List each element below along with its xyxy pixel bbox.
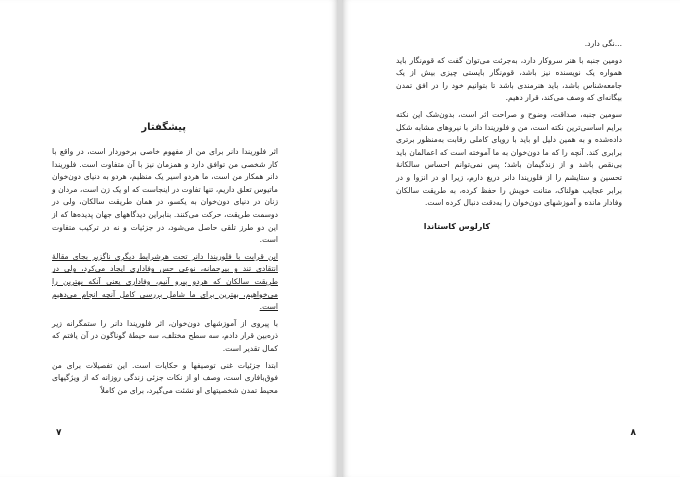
paragraph: سومین جنبه، صداقت، وضوح و صراحت اثر است، بدون‌شک این نکته برایم اساسی‌ترین نکته است، من و فلوریندا دانر با نیروهای مشابه شکل داده‌شده و به همین دلیل او باید با رویای کاملی رقابت به‌منظور برتری برابری کند. آنچه را که ما دون‌خوان به ما آموخته است که اعمالمان باید بی‌نقص باشد و از زندگیمان باشد؛ پس نمی‌توانم احساس سالکانهٔ تحسین و ستایشم را از فلوریندا دانر دریغ دارم، زیرا او در انزوا و در برابر عجایب هولناک، متانت خویش را حفظ کرده، به طریقت سالکان وفادار مانده و آموزشهای دون‌خوان را به‌دقت دنبال کرده است.: [396, 109, 622, 208]
page-heading: پیشگفتار: [141, 122, 186, 133]
left-page: [0, 0, 338, 477]
author-signature: کارلوس کاستاندا: [423, 222, 490, 231]
paragraph: دومین جنبه با هنر سروکار دارد، به‌جرئت می‌توان گفت که قوم‌نگار باید همواره یک نویسنده نیز باشد، قوم‌نگار بایستی چیزی بیش از یک جامعه‌شناس باشد، باید هنرمندی باشد تا بتوانیم خود را در افق تمدن بیگانه‌ای که وصف می‌کند، قرار دهیم.: [396, 55, 622, 103]
paragraph: ...نگی دارد.: [584, 39, 622, 48]
right-page: [342, 0, 680, 477]
left-page-body: [52, 146, 278, 401]
paragraph: با پیروی از آموزشهای دون‌خوان، اثر فلوریندا دانر را ستمگرانه زیر ذره‌بین قرار دادم، سه سطح مختلف، سه حیطهٔ گوناگون در آن یافتم که کمال تقدیر است.: [52, 318, 278, 353]
right-page-body: [396, 38, 622, 214]
paragraph: اثر فلوریندا دانر برای من از مفهوم خاصی برخوردار است، در واقع با کار شخصی من توافق دارد و همزمان نیز با آن متفاوت است. فلوریندا دانر همکار من است، ما هردو اسیر یک منظیم، هردو به دنیای دون‌خوان ماتیوس تعلق داریم، تنها تفاوت در اینجاست که او یک زن است، مردان و زنان در دنیای دون‌خوان به یکسو، در همان طریقت سالکان، ولی در دوسمت طریقت، حرکت می‌کنند. بنابراین دیدگاههای جهان پدیده‌ها که از این دو طرز تلقی حاصل می‌شود، در جزئیات و نه در ترکیب متفاوت است.: [52, 147, 278, 245]
paragraph: این قرابت با فلوریندا دانر تحت هرشرایط دیگری ناگزیر بجای مقالهٔ انتقادی تند و بیرحمانه، نوعی حس وفاداری ایجاد می‌کرد، ولی در طریقت سالکان که هردو پیرو آنیم، وفاداری یعنی آنکه بهترین را می‌خواهیم، بهترین برای ما شامل بررسی کامل آنچه انجام می‌دهیم است.: [52, 251, 278, 312]
paragraph: ابتدا جزئیات غنی توصیفها و حکایات است. این تفصیلات برای من فوق‌بافاری است، وصف او از نکات جزئی زندگی روزانه که از ویژگیهای محیط تمدن شخصیتهای او نشئت می‌گیرد، برای من کاملاً: [52, 360, 278, 395]
page-number: ۸: [630, 428, 636, 438]
page-number: ۷: [56, 428, 62, 438]
